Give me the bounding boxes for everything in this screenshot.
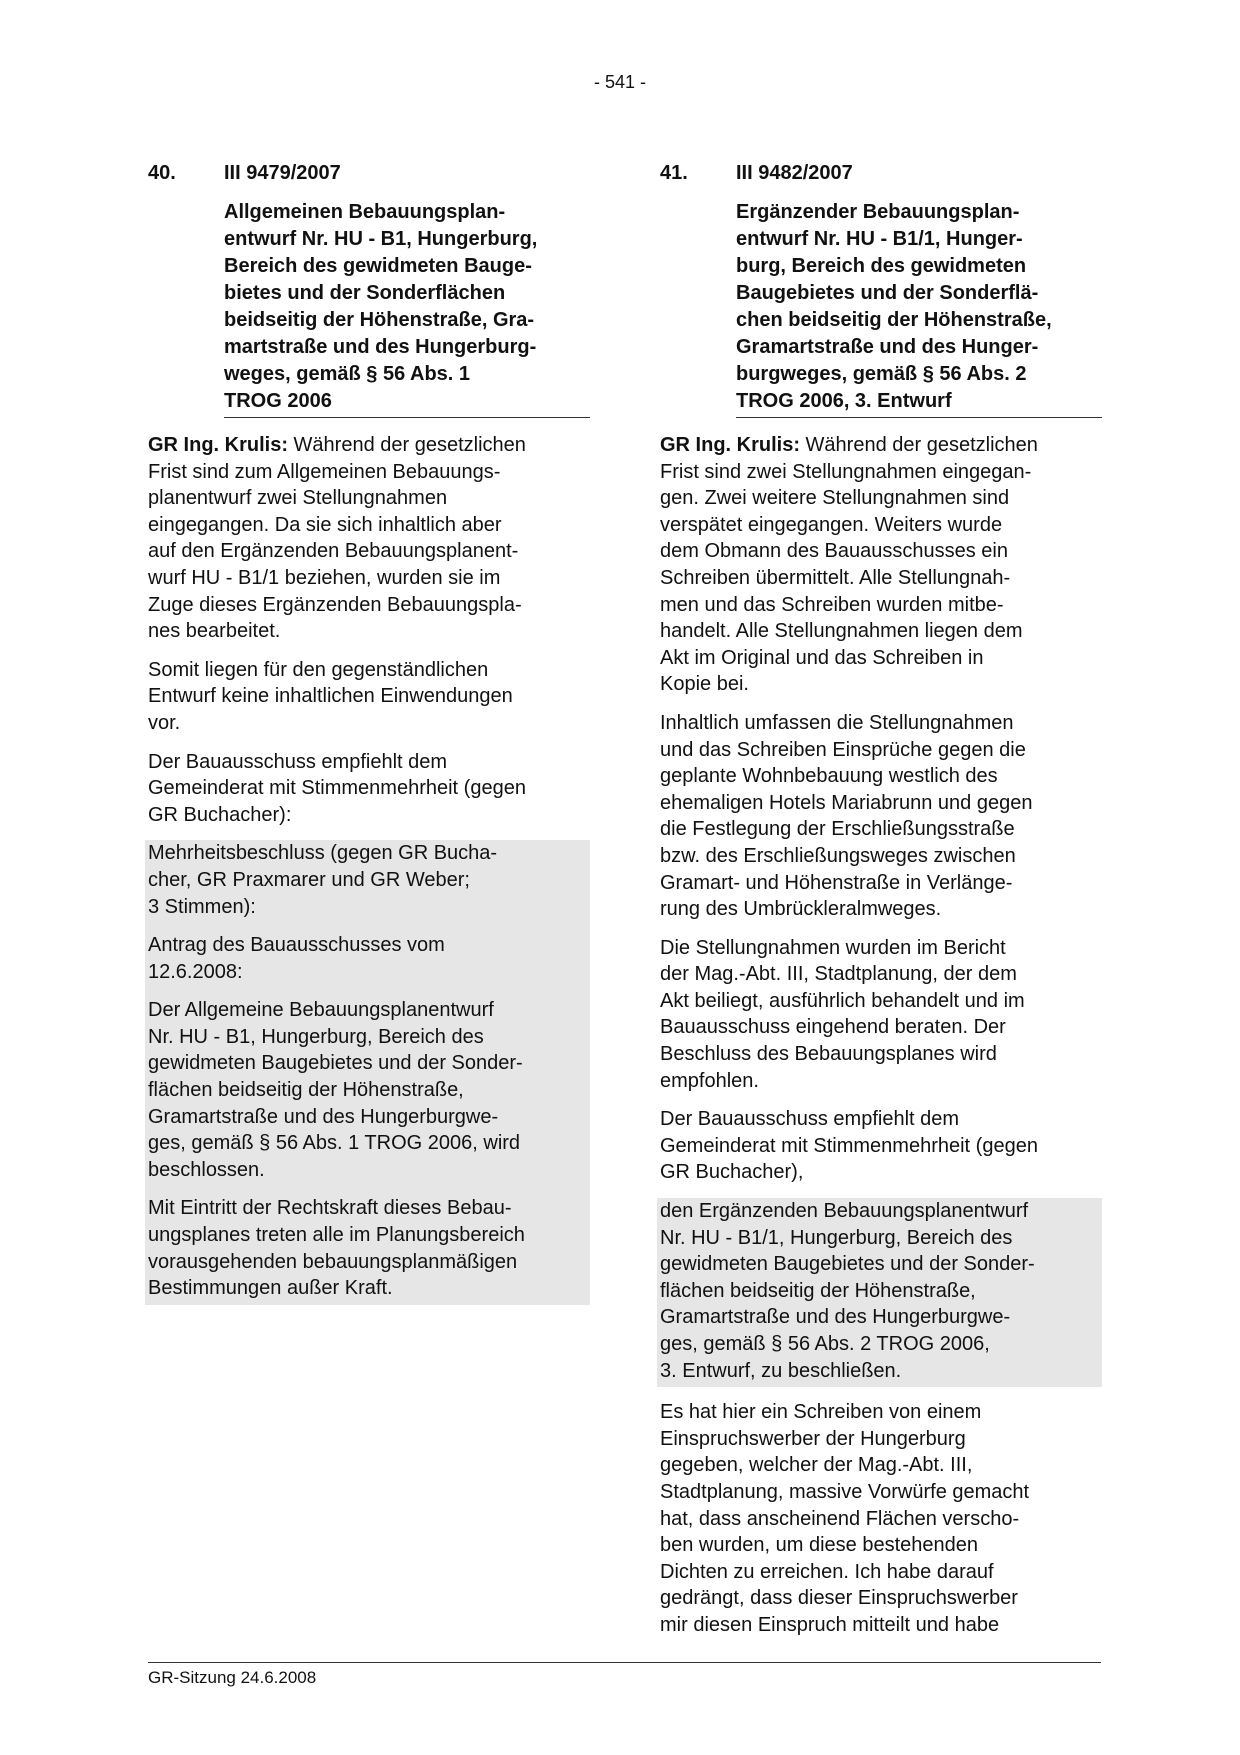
resolution-text: den Ergänzenden Bebauungsplanentwurf Nr. HU - B1/1, Hungerburg, Bereich des gewidmeten Baugebietes und der Sonder- flächen beidseitig der Höhenstraße, Gramartstraße und des Hungerburgwe- ges, gemäß § 56 Abs. 2 TROG 2006, 3. Entwurf, zu beschließen. <box>660 1200 1035 1382</box>
footer-divider <box>148 1662 1101 1663</box>
speaker-name: GR Ing. Krulis: <box>148 434 288 456</box>
statement-text: Während der gesetzlichen Frist sind zum Allgemeinen Bebauungs- planentwurf zwei Stellungnahmen eingegangen. Da sie sich inhaltlich aber auf den Ergänzenden Bebauungsplanent- wurf HU - B1/1 beziehen, wurden sie im Zuge dieses Ergänzenden Bebauungspla- nes bearbeitet. <box>148 434 526 643</box>
item-title: Allgemeinen Bebauungsplan- entwurf Nr. HU - B1, Hungerburg, Bereich des gewidmeten Bauge- bietes und der Sonderflächen beidseitig der Höhenstraße, Gra- martstraße und des Hungerburg- weges, gemäß § 56 Abs. 1 TROG 2006 <box>224 199 590 418</box>
agenda-item-40 <box>148 160 590 1305</box>
recommendation-paragraph: Der Bauausschuss empfiehlt dem Gemeinderat mit Stimmenmehrheit (gegen GR Buchacher), <box>660 1108 1038 1184</box>
footer-session-date: GR-Sitzung 24.6.2008 <box>148 1668 317 1687</box>
item-number: 41. <box>660 162 688 184</box>
item-file-number: III 9482/2007 <box>736 162 853 184</box>
item-number: 40. <box>148 162 176 184</box>
recommendation-paragraph: Der Bauausschuss empfiehlt dem Gemeinderat mit Stimmenmehrheit (gegen GR Buchacher): <box>148 750 526 826</box>
item-heading <box>660 160 1102 187</box>
agenda-item-41 <box>660 160 1102 1639</box>
item-heading <box>148 160 590 187</box>
motion-reference: Antrag des Bauausschusses vom 12.6.2008: <box>148 934 445 983</box>
majority-decision: Mehrheitsbeschluss (gegen GR Bucha- cher, GR Praxmarer und GR Weber; 3 Stimmen): <box>148 842 498 918</box>
paragraph: Es hat hier ein Schreiben von einem Einspruchswerber der Hungerburg gegeben, welcher der Mag.-Abt. III, Stadtplanung, massive Vorwürfe gemacht hat, dass anscheinend Flächen verscho- ben wurden, um diese bestehenden Dichten zu erreichen. Ich habe darauf gedrängt, dass dieser Einspruchswerber mir diesen Einspruch mitteilt und habe <box>660 1401 1030 1636</box>
resolution-box <box>145 840 590 1305</box>
statement-paragraph <box>148 432 590 645</box>
paragraph: Somit liegen für den gegenständlichen Entwurf keine inhaltlichen Einwendungen vor. <box>148 658 513 734</box>
resolution-box <box>657 1198 1102 1387</box>
resolution-text: Der Allgemeine Bebauungsplanentwurf Nr. HU - B1, Hungerburg, Bereich des gewidmeten Baugebietes und der Sonder- flächen beidseitig der Höhenstraße, Gramartstraße und des Hungerburgwe- ges, gemäß § 56 Abs. 1 TROG 2006, wird beschlossen. <box>148 999 523 1181</box>
statement-text: Während der gesetzlichen Frist sind zwei Stellungnahmen eingegan- gen. Zwei weitere Stellungnahmen sind verspätet eingegangen. Weiters wurde dem Obmann des Bauausschusses ein Schreiben übermittelt. Alle Stellungnah- men und das Schreiben wurden mitbe- handelt. Alle Stellungnahmen liegen dem Akt im Original und das Schreiben in Kopie bei. <box>660 434 1038 696</box>
page-number: - 541 - <box>593 72 647 92</box>
item-file-number: III 9479/2007 <box>224 162 341 184</box>
speaker-name: GR Ing. Krulis: <box>660 434 800 456</box>
item-title: Ergänzender Bebauungsplan- entwurf Nr. HU - B1/1, Hunger- burg, Bereich des gewidmeten Baugebietes und der Sonderflä- chen beidseitig der Höhenstraße, Gramartstraße und des Hunger- burgweges, gemäß § 56 Abs. 2 TROG 2006, 3. Entwurf <box>736 199 1102 418</box>
resolution-text-2: Mit Eintritt der Rechtskraft dieses Bebau- ungsplanes treten alle im Planungsbereich vorausgehenden bebauungsplanmäßigen Bestimmungen außer Kraft. <box>148 1197 525 1300</box>
paragraph: Inhaltlich umfassen die Stellungnahmen und das Schreiben Einsprüche gegen die geplante Wohnbebauung westlich des ehemaligen Hotels Mariabrunn und gegen die Festlegung der Erschließungsstraße bzw. des Erschließungsweges zwischen Gramart- und Höhenstraße in Verlänge- rung des Umbrückleralmweges. <box>660 711 1033 921</box>
paragraph: Die Stellungnahmen wurden im Bericht der Mag.-Abt. III, Stadtplanung, der dem Akt beiliegt, ausführlich behandelt und im Bauausschuss eingehend beraten. Der Beschluss des Bebauungsplanes wird empfohlen. <box>660 936 1025 1092</box>
statement-paragraph <box>660 432 1102 698</box>
